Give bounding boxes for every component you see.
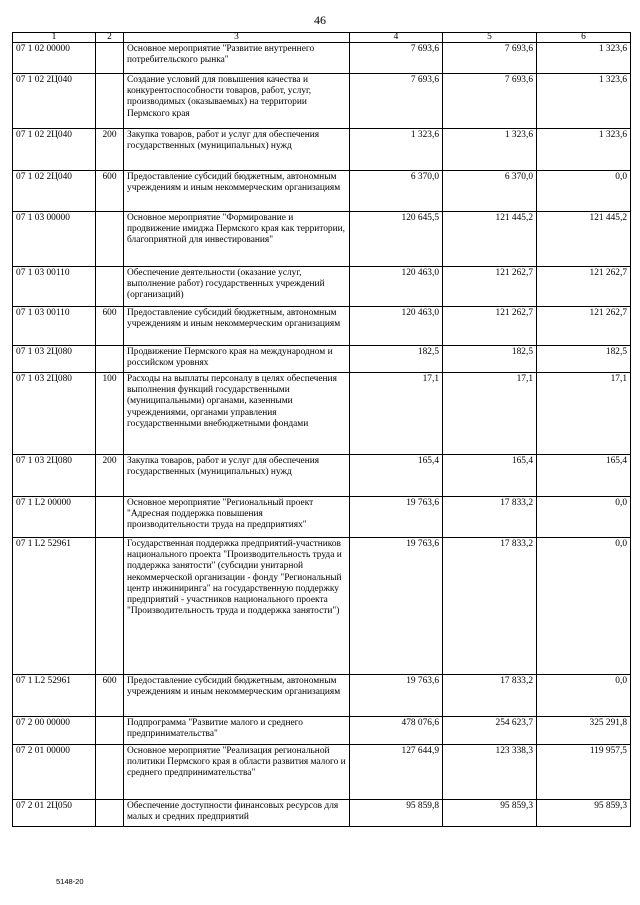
row-code: 07 1 L2 52961 (13, 675, 96, 717)
table-row (13, 212, 631, 267)
table-row (13, 717, 631, 745)
table-row (13, 538, 631, 675)
row-value-2: 95 859,3 (443, 800, 537, 827)
table-row (13, 267, 631, 307)
row-name: Расходы на выплаты персоналу в целях обеспечения выполнения функций государственными (муниципальными) органами, казенными учреждениями, органами управления государственными внебюджетными фондами (124, 373, 350, 455)
row-value-3: 325 291,8 (537, 717, 631, 745)
row-code: 07 1 L2 52961 (13, 538, 96, 675)
table-row (13, 675, 631, 717)
table-row (13, 800, 631, 827)
row-value-1: 19 763,6 (350, 497, 443, 538)
row-value-2: 17 833,2 (443, 675, 537, 717)
row-code: 07 1 L2 00000 (13, 497, 96, 538)
row-value-2: 1 323,6 (443, 129, 537, 171)
row-name: Предоставление субсидий бюджетным, автономным учреждениям и иным некоммерческим организациям (124, 171, 350, 212)
row-value-2: 7 693,6 (443, 43, 537, 74)
row-value-1: 478 076,6 (350, 717, 443, 745)
row-value-1: 7 693,6 (350, 74, 443, 129)
table-row (13, 346, 631, 373)
row-value-1: 182,5 (350, 346, 443, 373)
row-expense-type (96, 212, 124, 267)
row-value-3: 0,0 (537, 497, 631, 538)
row-expense-type: 600 (96, 307, 124, 346)
row-value-3: 1 323,6 (537, 129, 631, 171)
header-col-2: 2 (96, 33, 124, 43)
row-value-2: 121 445,2 (443, 212, 537, 267)
row-value-3: 95 859,3 (537, 800, 631, 827)
row-value-2: 17 833,2 (443, 538, 537, 675)
row-code: 07 1 02 00000 (13, 43, 96, 74)
row-value-3: 119 957,5 (537, 745, 631, 800)
row-value-3: 182,5 (537, 346, 631, 373)
row-expense-type (96, 800, 124, 827)
table-row (13, 74, 631, 129)
header-col-6: 6 (537, 33, 631, 43)
row-name: Основное мероприятие "Региональный проект "Адресная поддержка повышения производительности труда на предприятиях" (124, 497, 350, 538)
row-value-1: 19 763,6 (350, 538, 443, 675)
row-expense-type: 600 (96, 171, 124, 212)
table-row (13, 745, 631, 800)
row-value-3: 0,0 (537, 675, 631, 717)
row-code: 07 2 01 2Ц050 (13, 800, 96, 827)
row-value-1: 1 323,6 (350, 129, 443, 171)
row-value-3: 0,0 (537, 171, 631, 212)
row-code: 07 2 00 00000 (13, 717, 96, 745)
row-value-2: 17,1 (443, 373, 537, 455)
row-value-3: 0,0 (537, 538, 631, 675)
row-expense-type (96, 538, 124, 675)
row-code: 07 1 03 00110 (13, 267, 96, 307)
row-name: Основное мероприятие "Реализация региональной политики Пермского края в области развития малого и среднего предпринимательства" (124, 745, 350, 800)
row-code: 07 1 03 2Ц080 (13, 346, 96, 373)
row-name: Продвижение Пермского края на международном и российском уровнях (124, 346, 350, 373)
row-value-2: 121 262,7 (443, 267, 537, 307)
header-col-3: 3 (124, 33, 350, 43)
row-expense-type (96, 74, 124, 129)
row-code: 07 1 03 2Ц080 (13, 455, 96, 497)
row-value-3: 1 323,6 (537, 43, 631, 74)
row-code: 07 1 02 2Ц040 (13, 171, 96, 212)
row-value-2: 17 833,2 (443, 497, 537, 538)
row-value-1: 127 644,9 (350, 745, 443, 800)
header-col-4: 4 (350, 33, 443, 43)
row-value-1: 6 370,0 (350, 171, 443, 212)
row-value-3: 121 445,2 (537, 212, 631, 267)
row-code: 07 1 02 2Ц040 (13, 74, 96, 129)
table-row (13, 171, 631, 212)
row-value-3: 1 323,6 (537, 74, 631, 129)
header-row (13, 33, 631, 43)
document-number: 5148-20 (56, 877, 84, 886)
row-name: Создание условий для повышения качества и конкурентоспособности товаров, работ, услуг, производимых (оказываемых) на территории Пермского края (124, 74, 350, 129)
row-name: Предоставление субсидий бюджетным, автономным учреждениям и иным некоммерческим организациям (124, 307, 350, 346)
row-value-3: 17,1 (537, 373, 631, 455)
row-expense-type (96, 497, 124, 538)
row-value-2: 7 693,6 (443, 74, 537, 129)
row-name: Основное мероприятие "Формирование и продвижение имиджа Пермского края как территории, благоприятной для инвестирования" (124, 212, 350, 267)
row-name: Основное мероприятие "Развитие внутреннего потребительского рынка" (124, 43, 350, 74)
row-expense-type: 200 (96, 129, 124, 171)
row-name: Обеспечение доступности финансовых ресурсов для малых и средних предприятий (124, 800, 350, 827)
row-name: Государственная поддержка предприятий-участников национального проекта "Производительность труда и поддержка занятости" (субсидии унитарной некоммерческой организации - фонду "Региональный центр инжиниринга" на государственную поддержку предприятий - участников национального проекта "Производительность труда и поддержка занятости") (124, 538, 350, 675)
row-expense-type: 100 (96, 373, 124, 455)
row-value-2: 254 623,7 (443, 717, 537, 745)
row-value-3: 121 262,7 (537, 267, 631, 307)
row-value-1: 120 463,0 (350, 307, 443, 346)
row-name: Закупка товаров, работ и услуг для обеспечения государственных (муниципальных) нужд (124, 455, 350, 497)
row-value-2: 123 338,3 (443, 745, 537, 800)
row-code: 07 1 03 2Ц080 (13, 373, 96, 455)
row-value-2: 165,4 (443, 455, 537, 497)
row-expense-type (96, 346, 124, 373)
row-name: Подпрограмма "Развитие малого и среднего предпринимательства" (124, 717, 350, 745)
row-value-2: 121 262,7 (443, 307, 537, 346)
row-value-1: 17,1 (350, 373, 443, 455)
header-col-5: 5 (443, 33, 537, 43)
row-expense-type: 200 (96, 455, 124, 497)
row-name: Обеспечение деятельности (оказание услуг, выполнение работ) государственных учреждений (организаций) (124, 267, 350, 307)
row-name: Закупка товаров, работ и услуг для обеспечения государственных (муниципальных) нужд (124, 129, 350, 171)
row-expense-type (96, 267, 124, 307)
row-value-2: 182,5 (443, 346, 537, 373)
table-row (13, 455, 631, 497)
row-value-1: 165,4 (350, 455, 443, 497)
row-code: 07 2 01 00000 (13, 745, 96, 800)
row-value-1: 120 645,5 (350, 212, 443, 267)
row-expense-type: 600 (96, 675, 124, 717)
table-row (13, 43, 631, 74)
row-code: 07 1 03 00000 (13, 212, 96, 267)
row-expense-type (96, 717, 124, 745)
header-col-1: 1 (13, 33, 96, 43)
row-expense-type (96, 43, 124, 74)
row-value-1: 19 763,6 (350, 675, 443, 717)
table-row (13, 497, 631, 538)
table-row (13, 373, 631, 455)
row-value-1: 95 859,8 (350, 800, 443, 827)
table-row (13, 129, 631, 171)
row-value-3: 121 262,7 (537, 307, 631, 346)
row-value-2: 6 370,0 (443, 171, 537, 212)
table-row (13, 307, 631, 346)
page-number: 46 (314, 13, 326, 27)
budget-table (12, 32, 631, 827)
row-value-3: 165,4 (537, 455, 631, 497)
row-code: 07 1 03 00110 (13, 307, 96, 346)
row-value-1: 7 693,6 (350, 43, 443, 74)
row-expense-type (96, 745, 124, 800)
row-code: 07 1 02 2Ц040 (13, 129, 96, 171)
row-name: Предоставление субсидий бюджетным, автономным учреждениям и иным некоммерческим организациям (124, 675, 350, 717)
row-value-1: 120 463,0 (350, 267, 443, 307)
